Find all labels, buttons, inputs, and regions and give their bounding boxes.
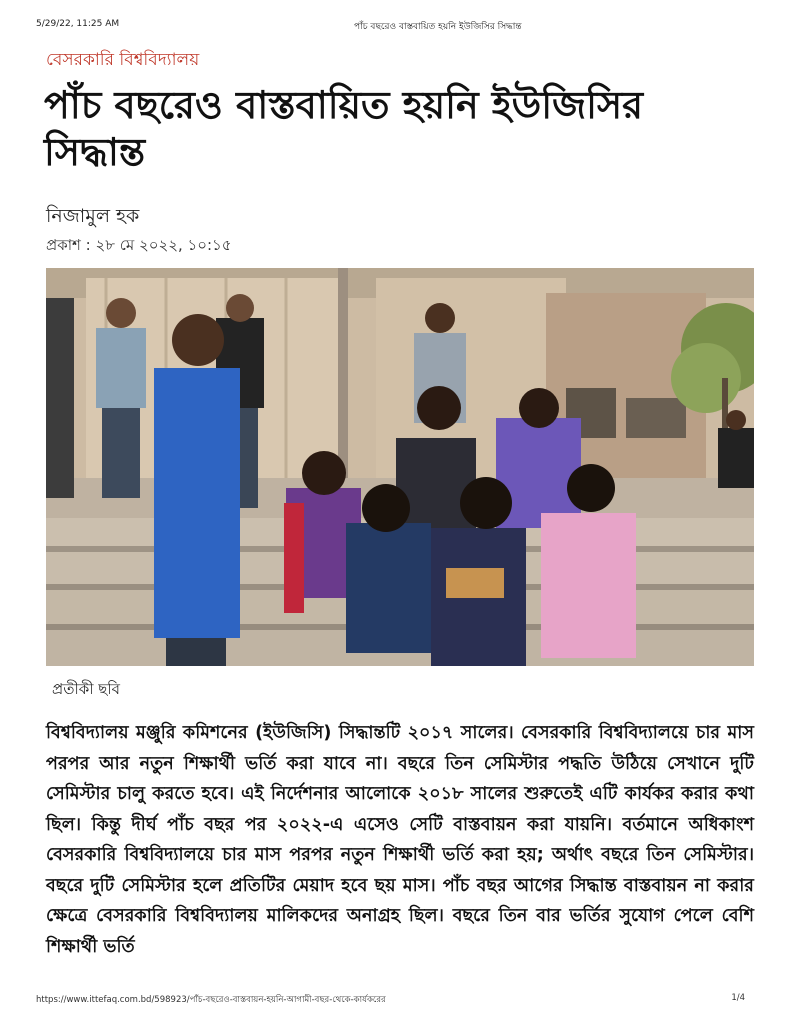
category-link[interactable]: বেসরকারি বিশ্ববিদ্যালয় (46, 50, 200, 70)
photo-caption: প্রতীকী ছবি (52, 680, 121, 698)
author-link[interactable]: নিজামুল হক (46, 205, 140, 227)
print-header (36, 19, 755, 33)
article-photo (46, 268, 754, 666)
page-number: 1/4 (731, 993, 745, 1003)
print-datetime: 5/29/22, 11:25 AM (36, 19, 120, 29)
print-title: পাঁচ বছরেও বাস্তবায়িত হয়নি ইউজিসির সিদ্ধান্ত (354, 22, 522, 32)
published-date: প্রকাশ : ২৮ মে ২০২২, ১০:১৫ (46, 236, 232, 254)
article-body: বিশ্ববিদ্যালয় মঞ্জুরি কমিশনের (ইউজিসি) সিদ্ধান্তটি ২০১৭ সালের। বেসরকারি বিশ্ববিদ্যালয়ে চার মাস পরপর আর নতুন শিক্ষার্থী ভর্তি করা যাবে না। বছরে তিন সেমিস্টার পদ্ধতি উঠিয়ে সেখানে দুটি সেমিস্টার চালু করতে হবে। এই নির্দেশনার আলোকে ২০১৮ সালের শুরুতেই এটি কার্যকর করার কথা ছিল। কিন্তু দীর্ঘ পাঁচ বছর পর ২০২২-এ এসেও সেটি বাস্তবায়ন করা যায়নি। বর্তমানে অধিকাংশ বেসরকারি বিশ্ববিদ্যালয়ে চার মাস পরপর নতুন শিক্ষার্থী ভর্তি করা হয়; অর্থাৎ বছরে তিন সেমিস্টার। বছরে দুটি সেমিস্টার হলে প্রতিটির মেয়াদ হবে ছয় মাস। পাঁচ বছর আগের সিদ্ধান্ত বাস্তবায়ন না করার ক্ষেত্রে বেসরকারি বিশ্ববিদ্যালয় মালিকদের অনাগ্রহ ছিল। বছরে তিন বার ভর্তির সুযোগ পেলে বেশি শিক্ষার্থী ভর্তি (46, 723, 754, 957)
article-headline: পাঁচ বছরেও বাস্তবায়িত হয়নি ইউজিসির সিদ্ধান্ত (44, 83, 644, 174)
print-url: https://www.ittefaq.com.bd/598923/পাঁচ-বছরেও-বাস্তবায়ন-হয়নি-আগামী-বছর-থেকে-কার্যকরের (36, 995, 386, 1005)
print-footer (36, 993, 755, 1007)
